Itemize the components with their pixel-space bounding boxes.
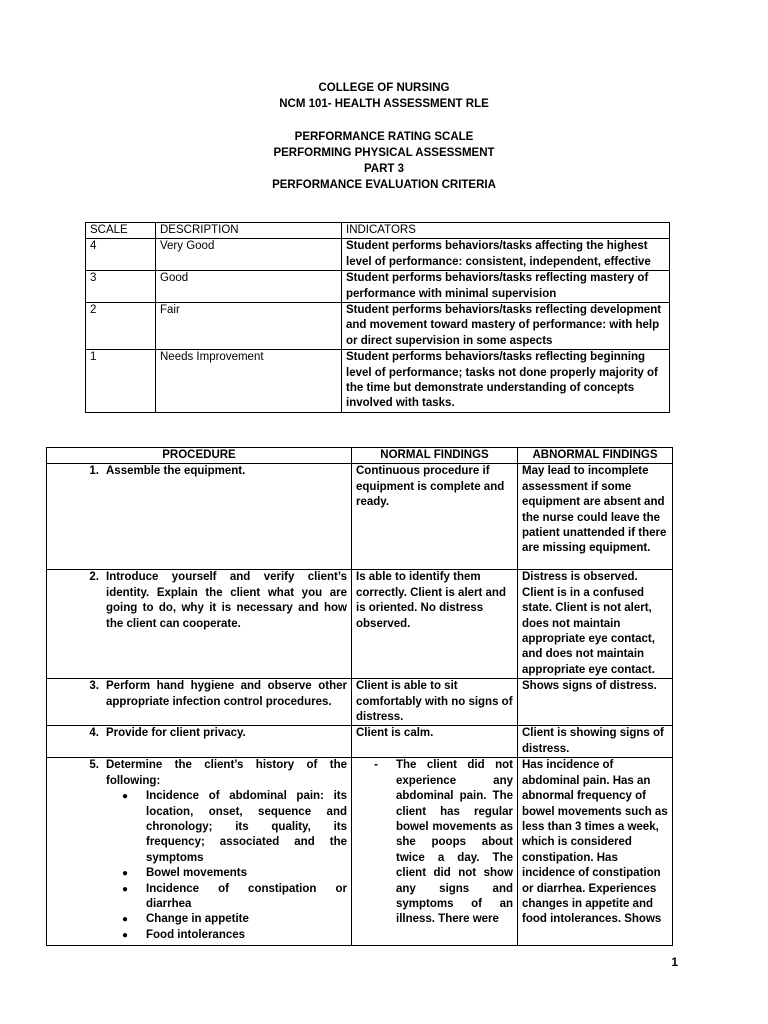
subtitle: PERFORMING PHYSICAL ASSESSMENT — [273, 147, 495, 159]
procedure-cell — [47, 726, 352, 758]
table-row — [47, 464, 673, 570]
scale-value: 1 — [86, 350, 156, 413]
list-item: ● Food intolerances — [53, 928, 347, 943]
page-number: 1 — [671, 955, 678, 969]
step-text: Determine the client’s history of the following: — [106, 759, 347, 787]
normal-findings — [352, 758, 518, 946]
step-text: Perform hand hygiene and observe other appropriate infection control procedures. — [106, 680, 347, 708]
normal-findings: Continuous procedure if equipment is complete and ready. — [352, 464, 518, 570]
table-header-row — [47, 448, 673, 464]
table-header-row — [86, 223, 670, 239]
step-text: Provide for client privacy. — [106, 727, 246, 740]
abnormal-findings: Distress is observed. Client is in a confused state. Client is not alert, does not maintain appropriate eye contact, and does not maintain appropriate eye contact. — [518, 570, 673, 679]
procedure-table — [46, 447, 673, 946]
normal-findings: Is able to identify them correctly. Client is alert and is oriented. No distress observed. — [352, 570, 518, 679]
bullet-icon: ● — [121, 914, 128, 926]
criteria-title: PERFORMANCE EVALUATION CRITERIA — [272, 179, 496, 191]
scale-value: 2 — [86, 303, 156, 350]
college-name: COLLEGE OF NURSING — [318, 82, 450, 94]
procedure-cell — [47, 570, 352, 679]
scale-indicators: Student performs behaviors/tasks reflecting beginning level of performance; tasks not done properly majority of the time but demonstrate understanding of concepts involved with tasks. — [342, 350, 670, 413]
header-cell: ABNORMAL FINDINGS — [518, 448, 673, 464]
scale-indicators: Student performs behaviors/tasks reflecting development and movement toward mastery of performance: with help or direct supervision in some aspects — [342, 303, 670, 350]
step-number: 3. — [89, 680, 99, 693]
list-item: ● Bowel movements — [53, 866, 347, 881]
history-list — [53, 789, 347, 943]
abnormal-findings: Client is showing signs of distress. — [518, 726, 673, 758]
table-row — [86, 303, 670, 350]
table-row — [86, 350, 670, 413]
course-title: NCM 101- HEALTH ASSESSMENT RLE — [279, 98, 489, 110]
normal-findings-text: The client did not experience any abdominal pain. The client has regular bowel movements as she poops about twice a day. The client did not show any signs and symptoms of an illness. There were — [396, 759, 513, 926]
procedure-cell — [47, 758, 352, 946]
step-text: Introduce yourself and verify client’s identity. Explain the client what you are going to do, why it is necessary and how the client can cooperate. — [106, 571, 347, 630]
scale-description: Fair — [156, 303, 342, 350]
step-number: 1. — [89, 465, 99, 478]
scale-description: Very Good — [156, 239, 342, 271]
scale-value: 3 — [86, 271, 156, 303]
table-row — [86, 239, 670, 271]
dash-marker: - — [374, 759, 378, 772]
bullet-icon: ● — [121, 883, 128, 895]
scale-description: Good — [156, 271, 342, 303]
step-number: 2. — [89, 571, 99, 584]
table-row — [47, 570, 673, 679]
step-text: Assemble the equipment. — [106, 465, 246, 478]
abnormal-findings: May lead to incomplete assessment if some equipment are absent and the nurse could leave the patient unattended if there are missing equipment. — [518, 464, 673, 570]
part-label: PART 3 — [363, 163, 405, 175]
table-row — [47, 679, 673, 726]
header-cell: NORMAL FINDINGS — [352, 448, 518, 464]
step-number: 4. — [89, 727, 99, 740]
normal-findings: Client is calm. — [352, 726, 518, 758]
normal-findings: Client is able to sit comfortably with no signs of distress. — [352, 679, 518, 726]
bullet-icon: ● — [121, 929, 128, 941]
header-cell: DESCRIPTION — [156, 223, 342, 239]
list-item: ● Incidence of constipation or diarrhea — [53, 882, 347, 913]
scale-description: Needs Improvement — [156, 350, 342, 413]
procedure-cell — [47, 679, 352, 726]
document-header — [0, 80, 768, 193]
table-row — [86, 271, 670, 303]
list-item: ● Change in appetite — [53, 912, 347, 927]
header-cell: INDICATORS — [342, 223, 670, 239]
header-cell: PROCEDURE — [47, 448, 352, 464]
rating-scale-table — [85, 222, 670, 413]
header-cell: SCALE — [86, 223, 156, 239]
list-item: ● Incidence of abdominal pain: its location, onset, sequence and chronology; its quality, its frequency; associated and the symptoms — [53, 789, 347, 866]
bullet-icon: ● — [121, 868, 128, 880]
scale-value: 4 — [86, 239, 156, 271]
bullet-icon: ● — [121, 791, 128, 803]
abnormal-findings: Has incidence of abdominal pain. Has an abnormal frequency of bowel movements such as less than 3 times a week, which is considered constipation. Has incidence of constipation or diarrhea. Experiences changes in appetite and food intolerances. Shows — [518, 758, 673, 946]
scale-indicators: Student performs behaviors/tasks affecting the highest level of performance: consistent, independent, effective — [342, 239, 670, 271]
procedure-cell — [47, 464, 352, 570]
table-row — [47, 758, 673, 946]
scale-title: PERFORMANCE RATING SCALE — [294, 131, 474, 143]
abnormal-findings: Shows signs of distress. — [518, 679, 673, 726]
step-number: 5. — [89, 759, 99, 772]
scale-indicators: Student performs behaviors/tasks reflecting mastery of performance with minimal supervision — [342, 271, 670, 303]
table-row — [47, 726, 673, 758]
